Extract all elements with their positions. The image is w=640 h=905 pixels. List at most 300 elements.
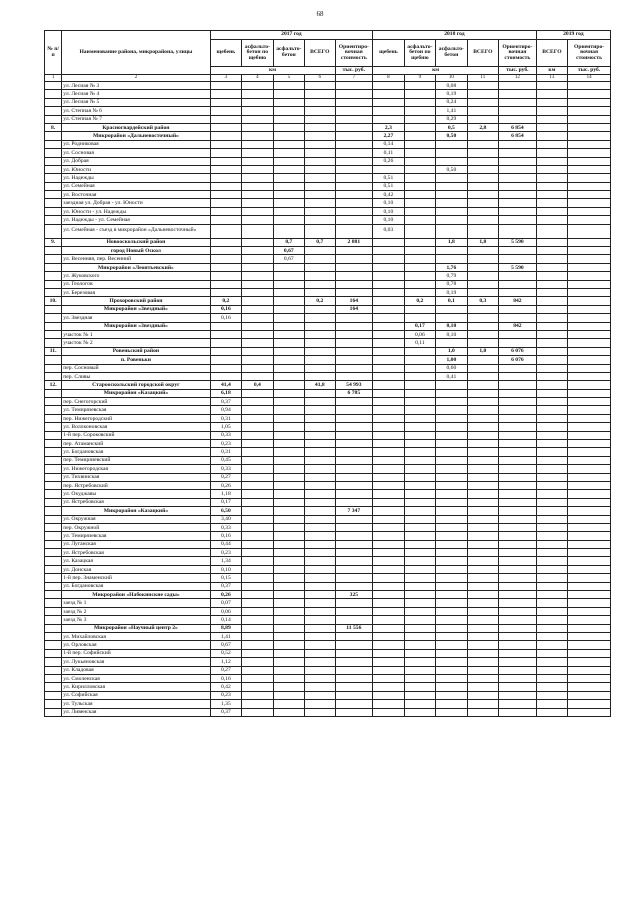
row-value-cell	[568, 90, 611, 98]
row-value-cell	[373, 515, 404, 523]
row-value-cell	[373, 398, 404, 406]
row-value-cell	[273, 691, 304, 699]
row-value-cell	[373, 372, 404, 380]
row-value-cell	[373, 540, 404, 548]
row-value-cell	[467, 132, 498, 140]
row-value-cell	[436, 381, 467, 389]
row-value-cell	[568, 389, 611, 397]
row-value-cell	[373, 347, 404, 355]
row-value-cell	[499, 708, 537, 716]
row-number-cell	[45, 364, 62, 372]
row-value-cell	[568, 523, 611, 531]
row-value-cell: 0,06	[210, 607, 241, 615]
row-value-cell	[536, 364, 567, 372]
row-name-cell: пер. Сливы	[62, 372, 210, 380]
row-value-cell	[467, 658, 498, 666]
row-value-cell	[536, 199, 567, 207]
row-value-cell	[210, 157, 241, 165]
row-value-cell	[568, 414, 611, 422]
row-value-cell	[305, 423, 335, 431]
row-value-cell	[467, 532, 498, 540]
row-value-cell	[467, 641, 498, 649]
row-value-cell	[210, 90, 241, 98]
row-value-cell	[436, 691, 467, 699]
row-value-cell: 1,41	[436, 107, 467, 115]
row-value-cell	[273, 216, 304, 224]
row-value-cell: 0,27	[210, 666, 241, 674]
row-value-cell	[210, 98, 241, 106]
row-value-cell	[568, 641, 611, 649]
row-value-cell: 6,50	[210, 507, 241, 515]
row-number-cell	[45, 90, 62, 98]
row-value-cell	[467, 339, 498, 347]
row-value-cell	[305, 481, 335, 489]
row-value-cell	[568, 174, 611, 182]
row-name-cell: Микрорайон «Звездный»	[62, 322, 210, 330]
row-value-cell	[273, 107, 304, 115]
row-value-cell	[305, 641, 335, 649]
row-value-cell	[568, 288, 611, 296]
row-value-cell	[335, 700, 373, 708]
row-value-cell	[335, 398, 373, 406]
row-number-cell	[45, 540, 62, 548]
row-value-cell	[373, 498, 404, 506]
row-value-cell	[273, 582, 304, 590]
row-value-cell	[242, 582, 273, 590]
row-value-cell	[404, 381, 435, 389]
row-value-cell	[335, 132, 373, 140]
row-number-cell	[45, 624, 62, 632]
row-value-cell	[273, 540, 304, 548]
row-value-cell	[436, 658, 467, 666]
row-value-cell	[499, 641, 537, 649]
row-value-cell: 11 556	[335, 624, 373, 632]
row-value-cell	[568, 591, 611, 599]
row-value-cell	[568, 149, 611, 157]
row-value-cell	[242, 347, 273, 355]
row-value-cell	[373, 599, 404, 607]
row-value-cell	[436, 448, 467, 456]
row-value-cell	[499, 465, 537, 473]
row-value-cell	[373, 448, 404, 456]
row-number-cell	[45, 398, 62, 406]
row-value-cell: 1,8	[467, 238, 498, 246]
row-value-cell	[536, 641, 567, 649]
row-value-cell	[335, 456, 373, 464]
row-value-cell	[499, 199, 537, 207]
row-value-cell	[568, 574, 611, 582]
h2017-cost: Ориентиро-вочная стоимость	[335, 40, 373, 67]
row-value-cell	[305, 389, 335, 397]
row-value-cell	[242, 649, 273, 657]
row-value-cell	[568, 322, 611, 330]
row-value-cell	[467, 456, 498, 464]
row-value-cell: 1,12	[210, 658, 241, 666]
row-value-cell	[210, 207, 241, 215]
row-value-cell	[436, 191, 467, 199]
row-number-cell	[45, 330, 62, 338]
row-value-cell	[499, 330, 537, 338]
row-value-cell	[305, 448, 335, 456]
row-value-cell	[242, 149, 273, 157]
row-value-cell	[499, 591, 537, 599]
table-row	[45, 140, 611, 148]
row-value-cell	[273, 456, 304, 464]
row-value-cell	[373, 90, 404, 98]
row-number-cell	[45, 263, 62, 271]
table-row	[45, 582, 611, 590]
row-value-cell	[242, 515, 273, 523]
row-value-cell	[467, 674, 498, 682]
row-value-cell	[242, 431, 273, 439]
table-row	[45, 591, 611, 599]
row-value-cell	[499, 414, 537, 422]
row-name-cell: ул. Лесная № 3	[62, 82, 210, 90]
row-value-cell	[499, 431, 537, 439]
row-value-cell	[305, 582, 335, 590]
row-value-cell	[373, 683, 404, 691]
row-value-cell	[373, 691, 404, 699]
row-value-cell	[404, 263, 435, 271]
row-value-cell	[467, 389, 498, 397]
row-value-cell	[242, 448, 273, 456]
row-value-cell	[404, 540, 435, 548]
row-value-cell	[536, 224, 567, 238]
row-value-cell	[436, 389, 467, 397]
row-value-cell	[499, 633, 537, 641]
h2018-asph-shch: асфальто-бетон по щебню	[404, 40, 435, 67]
row-value-cell	[404, 207, 435, 215]
row-name-cell: пер. Темирязевский	[62, 456, 210, 464]
row-name-cell: ул. Жуковского	[62, 272, 210, 280]
row-number-cell	[45, 372, 62, 380]
row-value-cell	[305, 140, 335, 148]
row-value-cell	[305, 255, 335, 263]
row-value-cell	[499, 398, 537, 406]
row-value-cell	[536, 140, 567, 148]
row-value-cell	[568, 649, 611, 657]
row-value-cell	[467, 288, 498, 296]
row-value-cell	[305, 708, 335, 716]
row-name-cell: Микрорайон «Научный центр 2»	[62, 624, 210, 632]
row-number-cell	[45, 532, 62, 540]
row-value-cell	[568, 700, 611, 708]
row-value-cell	[536, 398, 567, 406]
row-value-cell	[536, 658, 567, 666]
row-value-cell	[536, 624, 567, 632]
row-value-cell	[499, 674, 537, 682]
row-value-cell	[404, 305, 435, 313]
table-row	[45, 182, 611, 190]
row-number-cell	[45, 674, 62, 682]
row-value-cell: 0,78	[436, 280, 467, 288]
row-value-cell: 0,33	[210, 465, 241, 473]
row-value-cell	[568, 616, 611, 624]
row-value-cell	[373, 238, 404, 246]
row-value-cell	[242, 708, 273, 716]
row-value-cell	[436, 199, 467, 207]
row-value-cell	[436, 515, 467, 523]
row-value-cell	[568, 465, 611, 473]
row-value-cell	[373, 574, 404, 582]
row-value-cell	[373, 649, 404, 657]
row-value-cell	[273, 683, 304, 691]
row-name-cell: ул. Весенняя, пер. Весенний	[62, 255, 210, 263]
row-value-cell	[536, 523, 567, 531]
row-name-cell: ул. Казацкая	[62, 557, 210, 565]
row-name-cell: ул. Орловская	[62, 641, 210, 649]
row-value-cell	[305, 456, 335, 464]
row-value-cell	[568, 708, 611, 716]
row-value-cell: 1,8	[436, 238, 467, 246]
row-value-cell	[404, 624, 435, 632]
row-name-cell: ул. Тульская	[62, 700, 210, 708]
row-value-cell	[273, 532, 304, 540]
row-value-cell	[305, 683, 335, 691]
row-value-cell	[436, 473, 467, 481]
row-name-cell: ул. Луганская	[62, 540, 210, 548]
row-value-cell	[467, 523, 498, 531]
row-number-cell	[45, 523, 62, 531]
row-value-cell	[373, 507, 404, 515]
column-index-cell: 5	[273, 75, 304, 82]
h2017-total: ВСЕГО	[305, 40, 335, 67]
row-value-cell	[305, 515, 335, 523]
table-row	[45, 238, 611, 246]
row-value-cell	[305, 507, 335, 515]
row-name-cell: ул. Степная № 7	[62, 115, 210, 123]
table-body	[45, 82, 611, 717]
table-row	[45, 649, 611, 657]
row-value-cell	[273, 288, 304, 296]
row-value-cell	[305, 616, 335, 624]
row-value-cell	[568, 123, 611, 131]
row-value-cell	[305, 330, 335, 338]
row-value-cell	[210, 115, 241, 123]
row-value-cell	[404, 372, 435, 380]
row-number-cell	[45, 174, 62, 182]
row-value-cell	[404, 473, 435, 481]
row-value-cell	[536, 207, 567, 215]
row-value-cell	[242, 288, 273, 296]
row-value-cell	[404, 238, 435, 246]
row-value-cell	[499, 389, 537, 397]
row-value-cell	[273, 607, 304, 615]
row-value-cell	[305, 174, 335, 182]
row-value-cell	[373, 381, 404, 389]
row-value-cell	[499, 149, 537, 157]
row-value-cell	[242, 624, 273, 632]
row-value-cell	[373, 473, 404, 481]
row-number-cell	[45, 599, 62, 607]
row-number-cell	[45, 216, 62, 224]
row-value-cell	[335, 658, 373, 666]
table-row	[45, 263, 611, 271]
row-value-cell	[536, 280, 567, 288]
row-value-cell	[242, 263, 273, 271]
row-value-cell	[436, 666, 467, 674]
row-value-cell	[436, 174, 467, 182]
row-value-cell: 0,44	[210, 540, 241, 548]
row-value-cell	[467, 90, 498, 98]
row-value-cell	[373, 641, 404, 649]
row-number-cell	[45, 280, 62, 288]
row-value-cell	[242, 224, 273, 238]
table-row	[45, 288, 611, 296]
row-name-cell: ул. Ястребовская	[62, 498, 210, 506]
row-value-cell	[373, 591, 404, 599]
row-value-cell	[536, 406, 567, 414]
row-value-cell	[305, 182, 335, 190]
row-value-cell: 0,45	[210, 456, 241, 464]
row-name-cell: пер. Снегогорский	[62, 398, 210, 406]
row-value-cell	[536, 123, 567, 131]
row-value-cell	[499, 364, 537, 372]
row-value-cell	[335, 339, 373, 347]
row-value-cell: 325	[335, 591, 373, 599]
row-value-cell	[305, 364, 335, 372]
row-value-cell	[436, 490, 467, 498]
row-value-cell	[373, 406, 404, 414]
row-value-cell: 0,2	[404, 297, 435, 305]
row-value-cell: 0,17	[210, 498, 241, 506]
row-value-cell	[335, 532, 373, 540]
row-number-cell	[45, 515, 62, 523]
row-number-cell	[45, 490, 62, 498]
row-number-cell	[45, 132, 62, 140]
row-value-cell	[373, 247, 404, 255]
row-name-cell: ул. Ливенская	[62, 708, 210, 716]
row-value-cell	[335, 431, 373, 439]
row-value-cell	[436, 649, 467, 657]
row-value-cell	[467, 398, 498, 406]
row-value-cell	[305, 649, 335, 657]
row-value-cell	[499, 90, 537, 98]
row-value-cell	[536, 557, 567, 565]
row-value-cell	[568, 532, 611, 540]
row-number-cell	[45, 182, 62, 190]
table-row	[45, 207, 611, 215]
row-value-cell	[404, 82, 435, 90]
row-value-cell	[568, 255, 611, 263]
row-value-cell	[210, 165, 241, 173]
row-value-cell	[335, 633, 373, 641]
row-value-cell	[568, 683, 611, 691]
row-value-cell	[536, 708, 567, 716]
row-value-cell: 6 076	[499, 356, 537, 364]
row-value-cell	[404, 123, 435, 131]
row-value-cell	[305, 633, 335, 641]
row-value-cell	[404, 481, 435, 489]
row-value-cell	[335, 82, 373, 90]
row-value-cell: 842	[499, 322, 537, 330]
row-value-cell	[242, 123, 273, 131]
row-value-cell	[335, 599, 373, 607]
row-value-cell	[242, 398, 273, 406]
row-value-cell: 0,94	[210, 406, 241, 414]
row-value-cell	[436, 565, 467, 573]
row-value-cell: 7 347	[335, 507, 373, 515]
row-value-cell	[568, 199, 611, 207]
row-value-cell	[568, 381, 611, 389]
row-value-cell	[467, 364, 498, 372]
row-name-cell: Красногвардейский район	[62, 123, 210, 131]
row-name-cell: ул. Геологов	[62, 280, 210, 288]
row-value-cell: 0,23	[210, 691, 241, 699]
row-name-cell: ул. Темирязевская	[62, 532, 210, 540]
row-value-cell	[404, 149, 435, 157]
row-value-cell	[273, 115, 304, 123]
row-value-cell	[499, 666, 537, 674]
row-value-cell	[568, 115, 611, 123]
row-name-cell: Ровеньский район	[62, 347, 210, 355]
table-row	[45, 98, 611, 106]
row-value-cell	[499, 305, 537, 313]
row-value-cell: 0,06	[404, 330, 435, 338]
row-name-cell: ул. Богдановская	[62, 448, 210, 456]
row-value-cell	[568, 247, 611, 255]
row-value-cell	[499, 658, 537, 666]
table-row	[45, 123, 611, 131]
table-row	[45, 199, 611, 207]
row-value-cell	[335, 191, 373, 199]
row-name-cell: 1-й пер. Софийский	[62, 649, 210, 657]
row-value-cell	[499, 140, 537, 148]
row-value-cell	[210, 123, 241, 131]
row-value-cell	[404, 691, 435, 699]
row-value-cell	[373, 314, 404, 322]
row-value-cell: 0,11	[404, 339, 435, 347]
row-value-cell	[373, 82, 404, 90]
table-row	[45, 247, 611, 255]
row-value-cell	[499, 456, 537, 464]
table-row	[45, 272, 611, 280]
row-value-cell: 2,27	[373, 132, 404, 140]
row-value-cell	[273, 347, 304, 355]
row-value-cell	[404, 666, 435, 674]
row-value-cell	[373, 465, 404, 473]
row-number-cell	[45, 465, 62, 473]
row-value-cell: 0,26	[210, 591, 241, 599]
row-name-cell: Микрорайон «Леонтьевский»	[62, 263, 210, 271]
row-value-cell: 6 785	[335, 389, 373, 397]
row-value-cell	[536, 372, 567, 380]
row-value-cell	[335, 255, 373, 263]
row-value-cell	[273, 398, 304, 406]
row-value-cell	[273, 481, 304, 489]
row-value-cell	[305, 314, 335, 322]
row-value-cell	[242, 330, 273, 338]
row-value-cell: 0,42	[210, 683, 241, 691]
row-value-cell	[568, 599, 611, 607]
row-name-cell: ул. Березовая	[62, 288, 210, 296]
year-2019-header: 2019 год	[536, 31, 610, 40]
table-row	[45, 674, 611, 682]
table-row	[45, 224, 611, 238]
row-value-cell	[436, 633, 467, 641]
row-value-cell	[210, 255, 241, 263]
row-value-cell	[242, 523, 273, 531]
row-value-cell: 0,10	[210, 565, 241, 573]
row-value-cell	[436, 456, 467, 464]
row-value-cell	[242, 372, 273, 380]
row-value-cell	[536, 440, 567, 448]
row-value-cell	[568, 107, 611, 115]
h2017-shcheben: щебень	[210, 40, 241, 67]
row-value-cell	[467, 700, 498, 708]
row-value-cell	[305, 540, 335, 548]
table-row	[45, 82, 611, 90]
